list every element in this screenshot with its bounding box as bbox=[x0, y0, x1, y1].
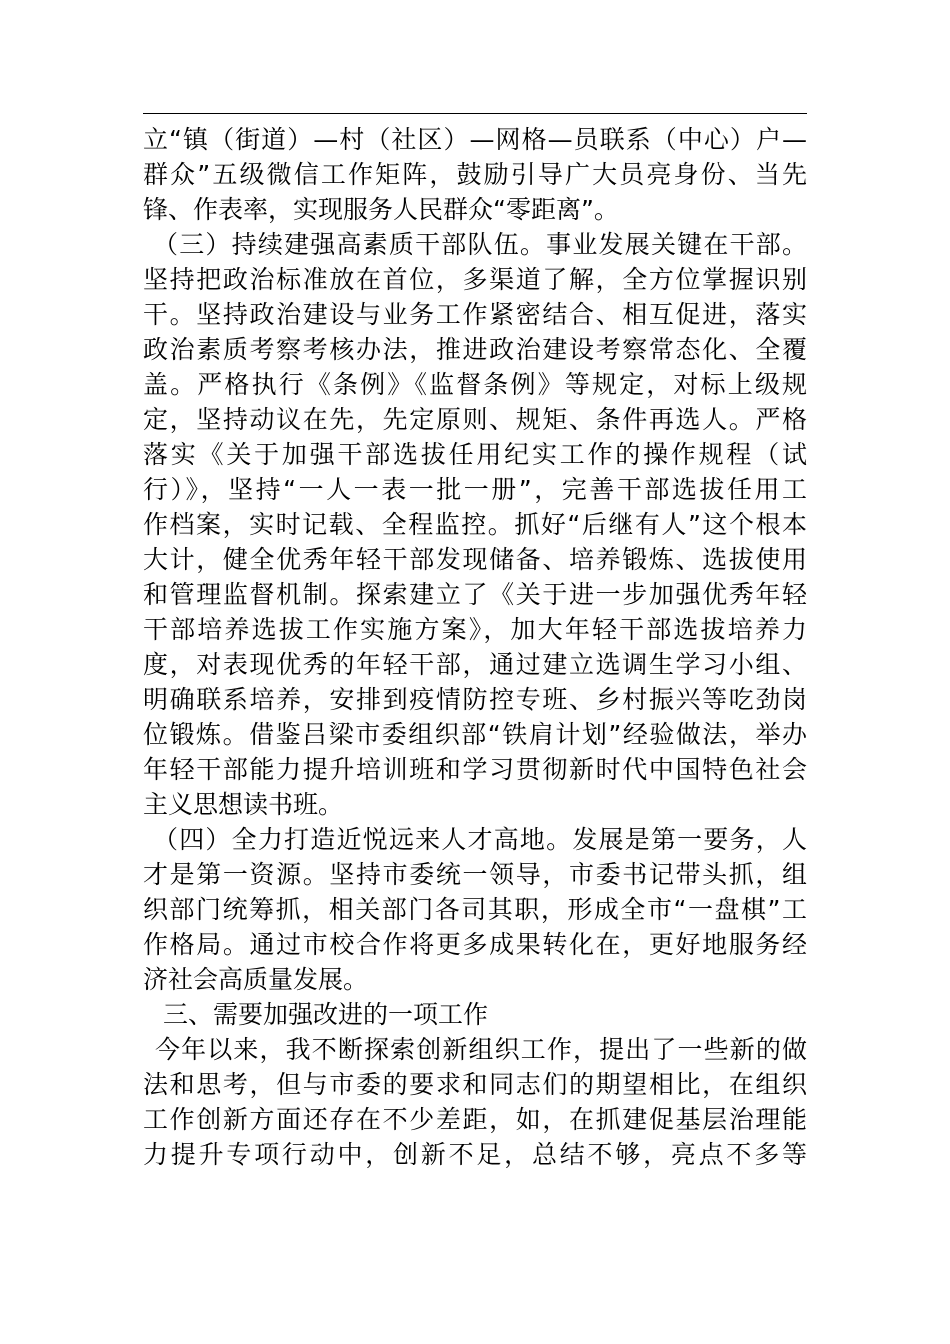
text-line: 政治素质考察考核办法，推进政治建设考察常态化、全覆 bbox=[143, 335, 807, 364]
text-line: 坚持把政治标准放在首位，多渠道了解，全方位掌握识别 bbox=[143, 265, 807, 294]
text-line: 年轻干部能力提升培训班和学习贯彻新时代中国特色社会 bbox=[143, 755, 807, 784]
text-line: 今年以来，我不断探索创新组织工作，提出了一些新的做 bbox=[155, 1035, 807, 1064]
section-heading-line: （四）全力打造近悦远来人才高地。发展是第一要务，人 bbox=[153, 825, 807, 854]
text-line: 济社会高质量发展。 bbox=[143, 965, 369, 994]
text-line: 工作创新方面还存在不少差距，如，在抓建促基层治理能 bbox=[143, 1105, 807, 1134]
text-line: 作档案，实时记载、全程监控。抓好“后继有人”这个根本 bbox=[143, 510, 807, 539]
text-line: 法和思考，但与市委的要求和同志们的期望相比，在组织 bbox=[143, 1070, 807, 1099]
text-line: 力提升专项行动中，创新不足，总结不够，亮点不多等 bbox=[143, 1140, 807, 1169]
text-line: 度，对表现优秀的年轻干部，通过建立选调生学习小组、 bbox=[143, 650, 807, 679]
text-line: 位锻炼。借鉴吕梁市委组织部“铁肩计划”经验做法，举办 bbox=[143, 720, 807, 749]
text-line: 主义思想读书班。 bbox=[143, 790, 344, 819]
text-line: 干。坚持政治建设与业务工作紧密结合、相互促进，落实 bbox=[143, 300, 807, 329]
text-line: 定，坚持动议在先，先定原则、规矩、条件再选人。严格 bbox=[143, 405, 807, 434]
text-line: 锋、作表率，实现服务人民群众“零距离”。 bbox=[143, 195, 619, 224]
section-heading: 三、需要加强改进的一项工作 bbox=[163, 1000, 489, 1029]
text-line: 落实《关于加强干部选拔任用纪实工作的操作规程（试 bbox=[143, 440, 807, 469]
header-rule bbox=[143, 113, 807, 114]
text-line: 明确联系培养，安排到疫情防控专班、乡村振兴等吃劲岗 bbox=[143, 685, 807, 714]
text-line: 盖。严格执行《条例》《监督条例》等规定，对标上级规 bbox=[143, 370, 807, 399]
text-line: 群众”五级微信工作矩阵，鼓励引导广大员亮身份、当先 bbox=[143, 160, 807, 189]
text-line: 织部门统筹抓，相关部门各司其职，形成全市“一盘棋”工 bbox=[143, 895, 807, 924]
text-line: 干部培养选拔工作实施方案》，加大年轻干部选拔培养力 bbox=[143, 615, 807, 644]
body-text bbox=[143, 122, 807, 1172]
text-line: 大计，健全优秀年轻干部发现储备、培养锻炼、选拔使用 bbox=[143, 545, 807, 574]
section-heading-line: （三）持续建强高素质干部队伍。事业发展关键在干部。 bbox=[153, 230, 807, 259]
text-line: 立“镇（街道）—村（社区）—网格—员联系（中心）户— bbox=[143, 125, 807, 154]
text-line: 和管理监督机制。探索建立了《关于进一步加强优秀年轻 bbox=[143, 580, 807, 609]
text-line: 作格局。通过市校合作将更多成果转化在，更好地服务经 bbox=[143, 930, 807, 959]
text-line: 才是第一资源。坚持市委统一领导，市委书记带头抓，组 bbox=[143, 860, 807, 889]
text-line: 行）》，坚持“一人一表一批一册”，完善干部选拔任用工 bbox=[143, 475, 807, 504]
